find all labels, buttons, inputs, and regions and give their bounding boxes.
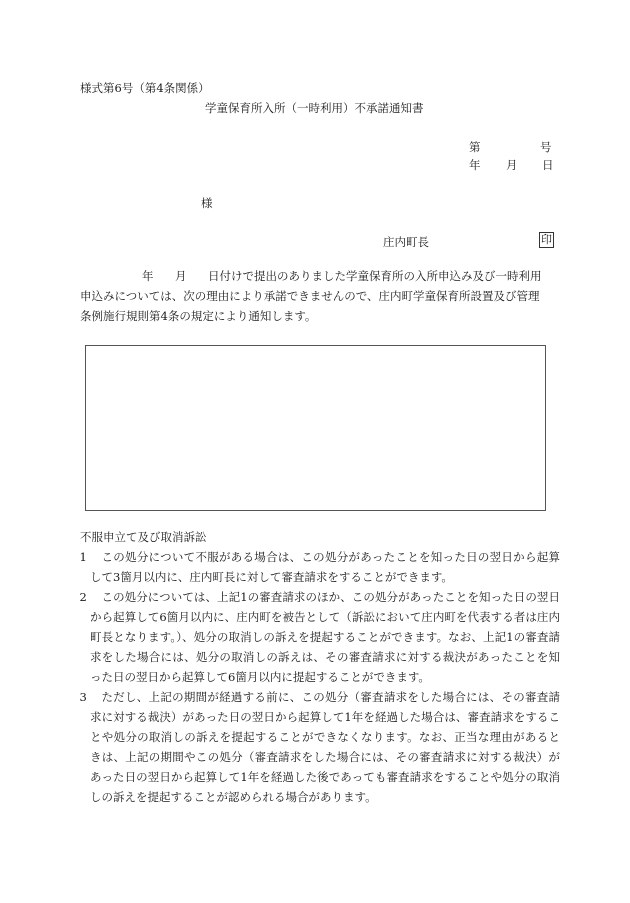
document-number-suffix: 号 [540,140,552,154]
addressee-honorific: 様 [201,196,213,210]
clause-number: 3 [79,690,87,704]
issue-date-day: 日 [542,158,554,172]
application-date-year: 年 [142,269,154,283]
clause-text: ただし、上記の期間が経過する前に、この処分（審査請求をした場合には、その審査請求に対する裁決）があった日の翌日から起算して1年を経過した場合は、審査請求をすることや処分の取消しの訴えを提起することができなくなります。なお、正当な理由があるときは、上記の期間やこの処分（審査請求をした場合には、その審査請求に対する裁決）があった日の翌日から起算して1年を経過した後であっても審査請求をすることや処分の取消しの訴えを提起することが認められる場合があります。 [90,690,560,804]
appeal-clause [80,587,560,687]
appeal-clause [80,687,560,807]
application-date-month: 月 [175,269,187,283]
document-title: 学童保育所入所（一時利用）不承諾通知書 [205,101,424,115]
issue-date-year: 年 [469,158,481,172]
body-line-3: 条例施行規則第4条の規定により通知します。 [80,309,317,323]
appeal-notice [80,527,560,807]
document-number-label: 第 [469,140,481,154]
clause-number: 2 [79,590,87,604]
seal-mark: 印 [541,233,552,246]
clause-text: この処分については、上記1の審査請求のほか、この処分があったことを知った日の翌日から起算して6箇月以内に、庄内町を被告として（訴訟において庄内町を代表する者は庄内町長となります。）、処分の取消しの訴えを提起することができます。なお、上記1の審査請求をした場合には、処分の取消しの訴えは、その審査請求に対する裁決があったことを知った日の翌日から起算して6箇月以内に提起することができます。 [90,590,560,684]
issue-date-month: 月 [506,158,518,172]
body-line-1: 日付けで提出のありました学童保育所の入所申込み及び一時利用 [208,269,542,283]
appeal-clause [80,547,560,587]
reason-box [85,345,546,511]
clause-text: この処分について不服がある場合は、この処分があったことを知った日の翌日から起算して3箇月以内に、庄内町長に対して審査請求をすることができます。 [90,550,560,584]
body-line-2: 申込みについては、次の理由により承諾できませんので、庄内町学童保育所設置及び管理 [80,289,540,303]
clause-number: 1 [79,550,87,564]
issuer-name: 庄内町長 [383,235,429,249]
appeal-heading: 不服申立て及び取消訴訟 [80,530,207,544]
form-number: 様式第6号（第4条関係） [80,81,210,95]
